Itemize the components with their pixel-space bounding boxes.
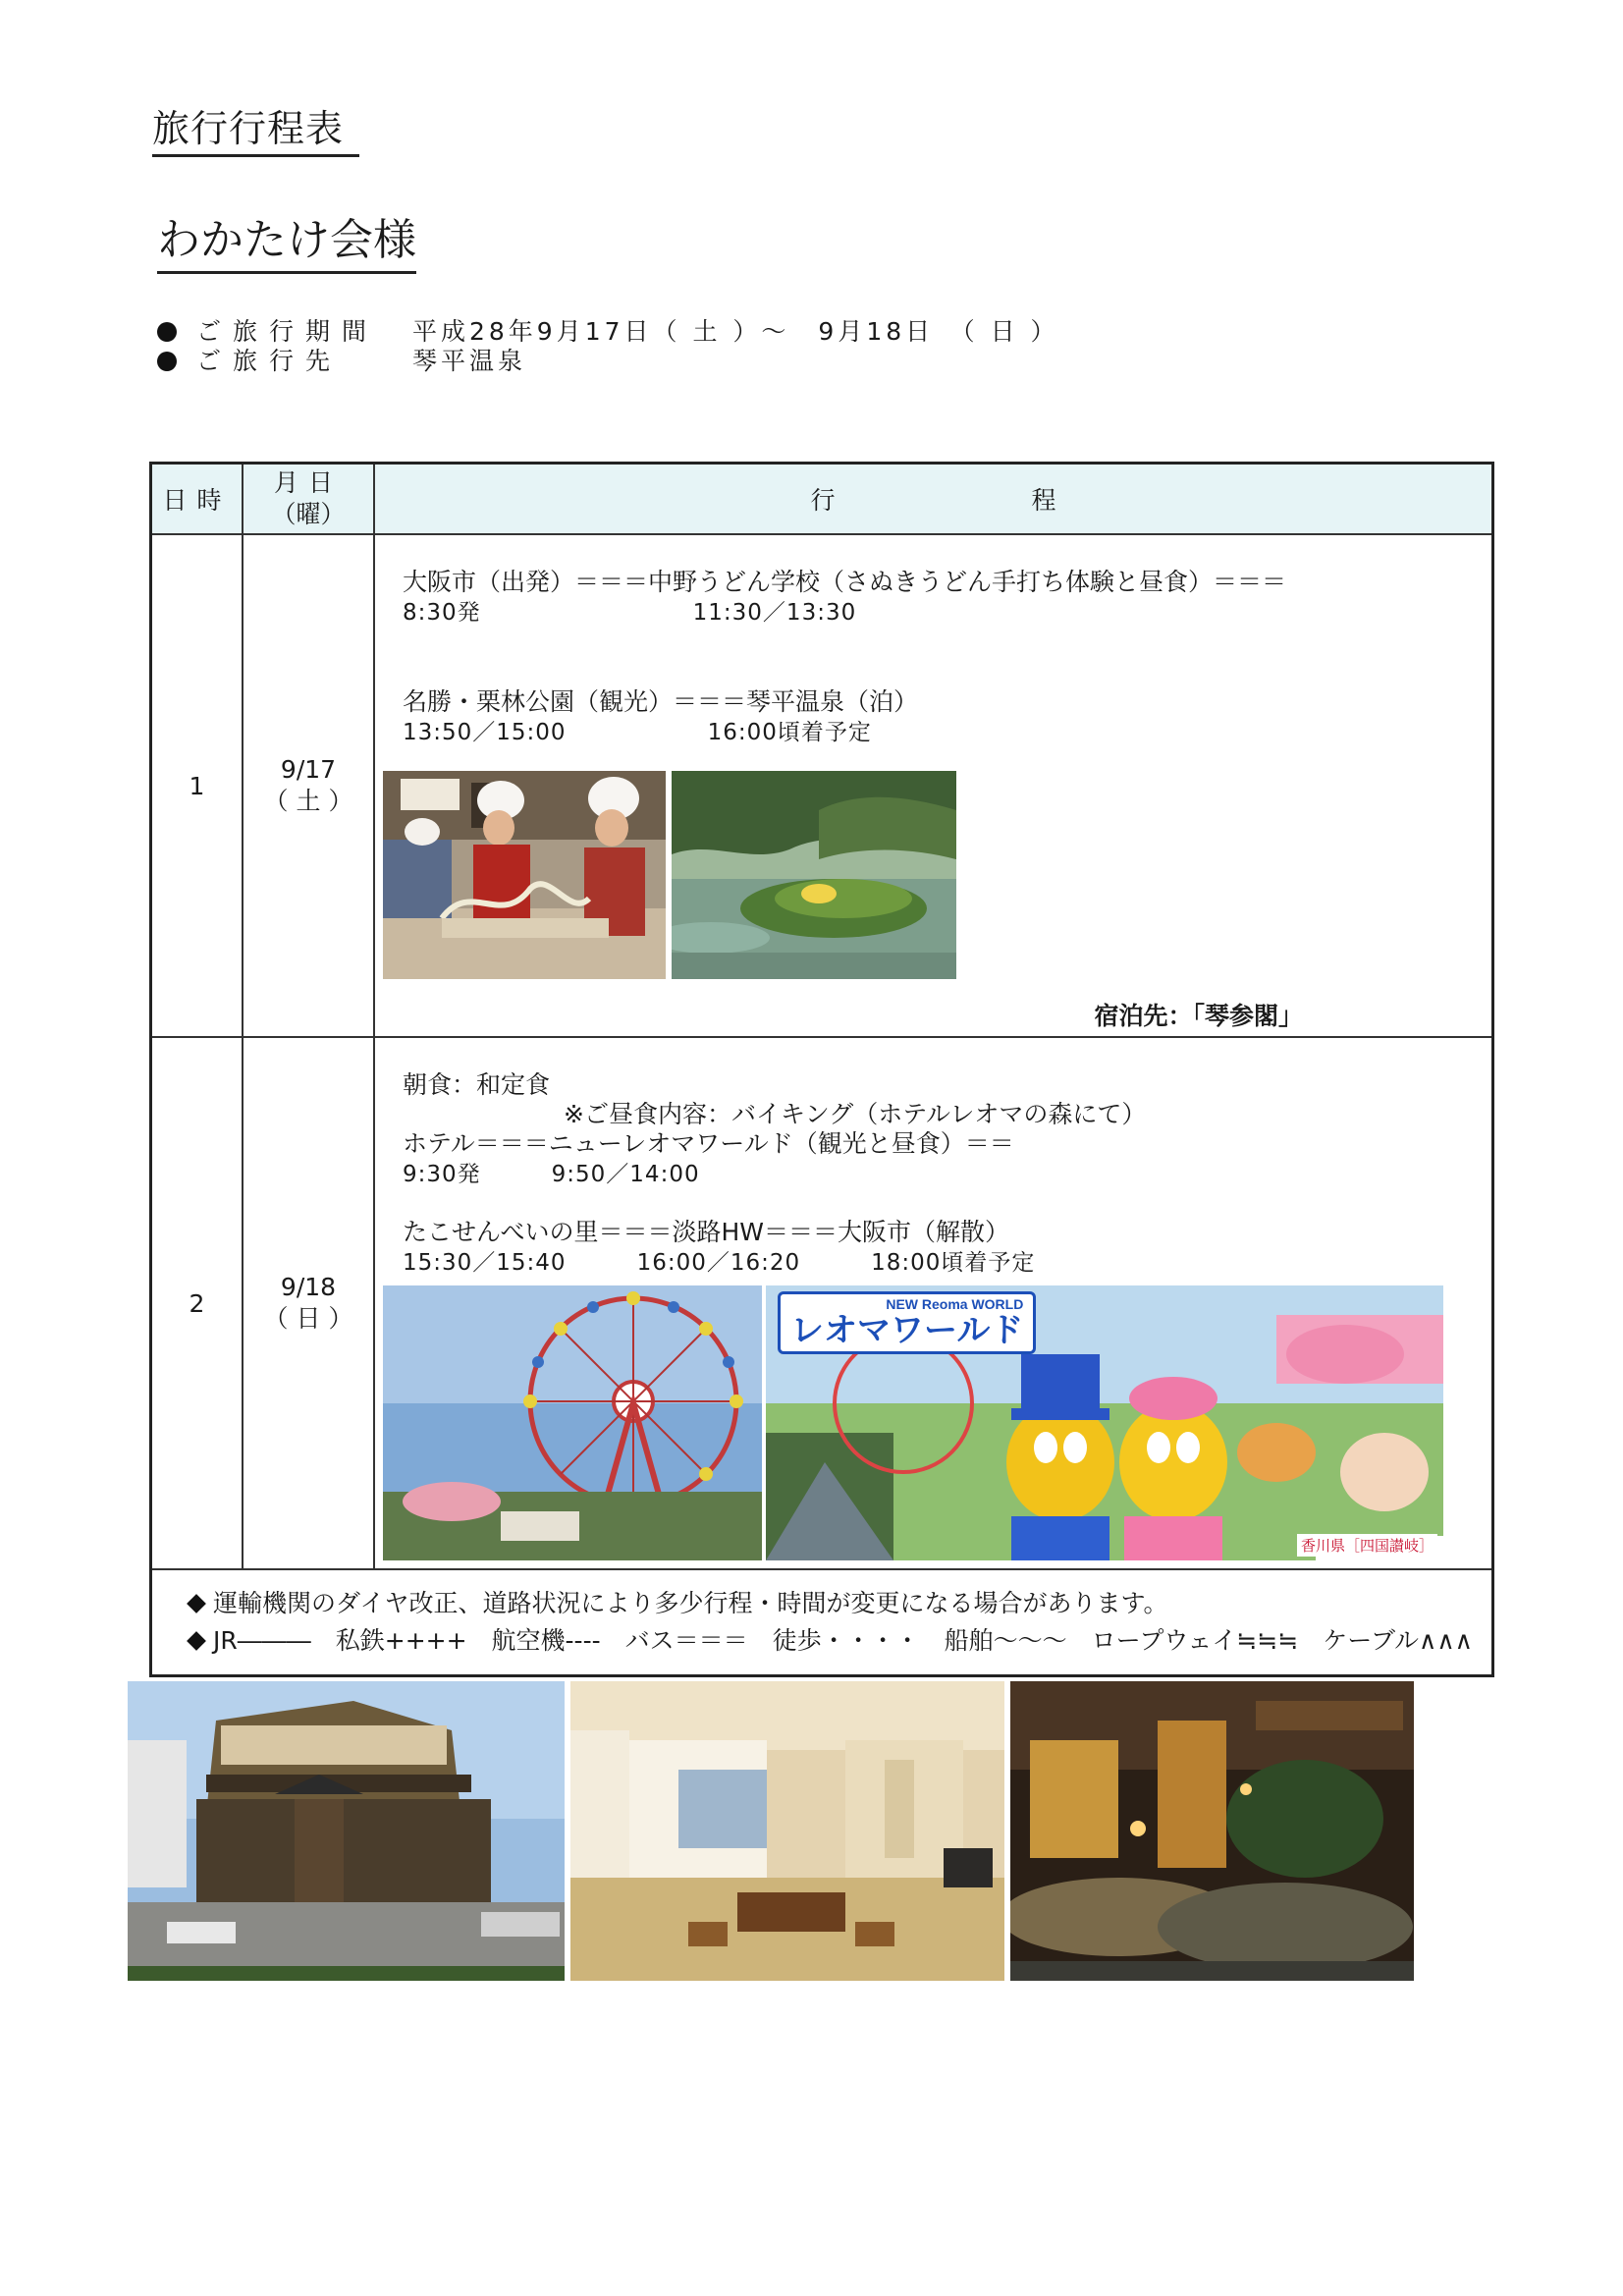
reoma-world-photo bbox=[766, 1285, 1443, 1560]
client-name: わかたけ会様 bbox=[157, 204, 416, 274]
diamond-bullet-icon bbox=[187, 1631, 206, 1651]
itinerary-table bbox=[149, 462, 1494, 1677]
destination-label: ご旅行先 bbox=[196, 347, 343, 375]
ritsurin-garden-photo bbox=[672, 771, 956, 979]
note-item bbox=[189, 1621, 1473, 1657]
schedule-time-line: 13:50／15:00 16:00頃着予定 bbox=[403, 720, 872, 745]
lunch-note: ※ご昼食内容：バイキング（ホテルレオマの森にて） bbox=[564, 1100, 1147, 1128]
bullet-icon bbox=[157, 322, 177, 342]
header-date bbox=[243, 464, 374, 535]
udon-making-photo bbox=[383, 771, 666, 979]
schedule-time-line: 8:30発 11:30／13:30 bbox=[403, 600, 857, 626]
schedule-cell bbox=[374, 1037, 1493, 1569]
open-air-bath-photo bbox=[1010, 1681, 1414, 1981]
period-value: 平成28年9月17日（ 土 ）～ 9月18日 （ 日 ） bbox=[412, 317, 1059, 346]
destination-value: 琴平温泉 bbox=[412, 347, 527, 375]
date-value: 9/17 bbox=[280, 755, 337, 784]
date-cell bbox=[243, 1037, 374, 1569]
note-text: 運輸機関のダイヤ改正、道路状況により多少行程・時間が変更になる場合があります。 bbox=[213, 1589, 1168, 1617]
japanese-room-photo bbox=[570, 1681, 1004, 1981]
header-schedule bbox=[374, 464, 1493, 535]
schedule-line: 名勝・栗林公園（観光）＝＝＝琴平温泉（泊） bbox=[403, 687, 919, 716]
bullet-icon bbox=[157, 352, 177, 371]
note-item bbox=[189, 1584, 1168, 1619]
diamond-bullet-icon bbox=[187, 1594, 206, 1613]
period-label: ご旅行期間 bbox=[196, 317, 379, 346]
schedule-line: たこせんべいの里＝＝＝淡路HW＝＝＝大阪市（解散） bbox=[403, 1218, 1010, 1246]
table-header-row bbox=[151, 464, 1493, 535]
day-cell: 2 bbox=[151, 1037, 243, 1569]
weekday-value: （ 土 ） bbox=[263, 787, 353, 815]
schedule-time-line: 15:30／15:40 16:00／16:20 18:00頃着予定 bbox=[403, 1250, 1036, 1276]
reoma-logo-main: レオマワールド bbox=[790, 1311, 1024, 1350]
reoma-caption: 香川県［四国讃岐］ bbox=[1297, 1534, 1437, 1557]
facility-photos bbox=[128, 1681, 1414, 1981]
hotel-exterior-photo bbox=[128, 1681, 565, 1981]
note-text: JR――― 私鉄++++ 航空機---- バス＝＝＝ 徒歩・・・・ 船舶～～～ ロープウェイ≒≒≒ ケーブル∧∧∧ bbox=[213, 1626, 1473, 1655]
notes-cell bbox=[151, 1569, 1493, 1676]
reoma-logo-top: NEW Reoma WORLD bbox=[886, 1296, 1024, 1312]
day-cell: 1 bbox=[151, 534, 243, 1037]
document-title: 旅行行程表 bbox=[152, 98, 359, 157]
schedule-line: 大阪市（出発）＝＝＝中野うどん学校（さぬきうどん手打ち体験と昼食）＝＝＝ bbox=[403, 568, 1287, 596]
lodging-info: 宿泊先：「琴参閣」 bbox=[1094, 1002, 1303, 1030]
reoma-logo bbox=[778, 1291, 1036, 1354]
destination-row bbox=[157, 342, 526, 377]
schedule-time-line: 9:30発 9:50／14:00 bbox=[403, 1162, 700, 1187]
schedule-cell bbox=[374, 534, 1493, 1037]
schedule-line: 朝食：和定食 bbox=[403, 1070, 551, 1099]
header-day: 日時 bbox=[151, 464, 243, 535]
notes-row bbox=[151, 1569, 1493, 1676]
ferris-wheel-photo bbox=[383, 1285, 762, 1560]
table-row bbox=[151, 534, 1493, 1037]
header-date-line2: （曜） bbox=[271, 500, 346, 528]
weekday-value: （ 日 ） bbox=[263, 1304, 353, 1333]
date-value: 9/18 bbox=[280, 1273, 337, 1301]
schedule-line: ホテル＝＝＝ニューレオマワールド（観光と昼食）＝＝ bbox=[403, 1129, 1014, 1158]
header-schedule-label: 行程 bbox=[810, 486, 1253, 515]
date-cell bbox=[243, 534, 374, 1037]
header-date-line1: 月日 bbox=[273, 468, 343, 497]
table-row bbox=[151, 1037, 1493, 1569]
